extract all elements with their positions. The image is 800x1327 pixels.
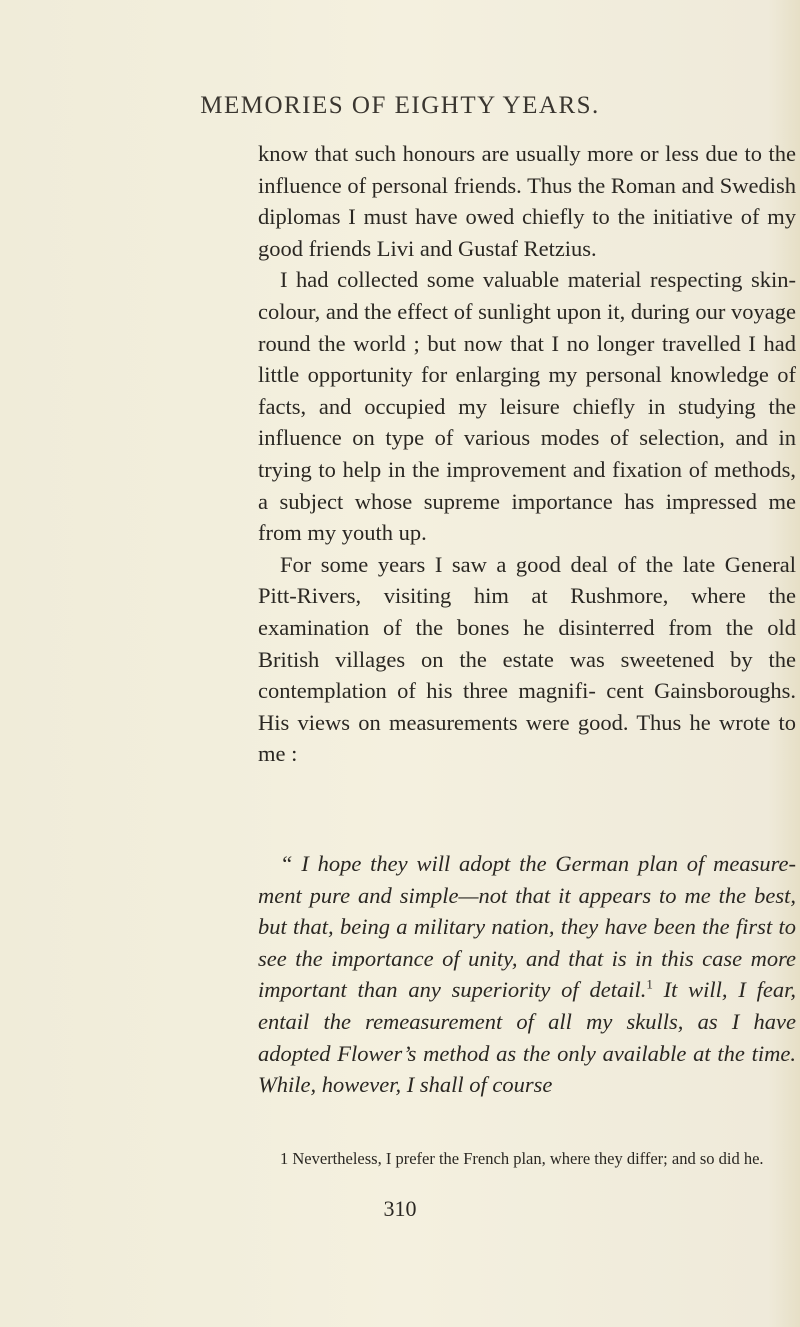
- paragraph-skin-colour: I had collected some valuable material respecting skin-colour, and the effect of sunlight upon it, during our voyage round the world ; but now that I no longer travelled I had little opportunity for enlarging my personal knowledge of facts, and occupied my leisure chiefly in studying the influence on type of various modes of selection, and in trying to help in the improvement and fixation of methods, a subject whose supreme importance has impressed me from my youth up.: [258, 267, 796, 546]
- running-head: MEMORIES OF EIGHTY YEARS.: [200, 92, 600, 119]
- page-number: 310: [383, 1196, 417, 1221]
- footnote: [258, 1148, 796, 1169]
- block-quote: [258, 848, 796, 1101]
- footnote-reference: 1: [646, 976, 653, 992]
- quote-text-part-2: It will, I fear, entail the remeasurement of all my skulls, as I have adopted Flower’s method as the only available at the time. While, however, I shall of course: [258, 977, 796, 1098]
- quote-paragraph: [258, 848, 796, 1101]
- footnote-text: 1 Nevertheless, I prefer the French plan, where they differ; and so did he.: [280, 1149, 764, 1168]
- paragraph-pitt-rivers: For some years I saw a good deal of the late General Pitt-Rivers, visiting him at Rushmore, where the examination of the bones he disinterred from the old British villages on the estate was sweetened by the contemplation of his three magnifi- cent Gainsboroughs. His views on measurements were good. Thus he wrote to me :: [258, 551, 796, 767]
- paragraph-continued: know that such honours are usually more or less due to the influence of personal friends. Thus the Roman and Swedish diplomas I must have owed chiefly to the initiative of my good friends Livi and Gustaf Retzius.: [258, 141, 796, 261]
- quote-text-part-1: “ I hope they will adopt the German plan of measure- ment pure and simple—not that it appears to me the best, but that, being a military nation, they have been the first to see the importance of unity, and that is in this case more important than any superiority of detail.: [258, 851, 796, 1003]
- body-text: [258, 138, 796, 770]
